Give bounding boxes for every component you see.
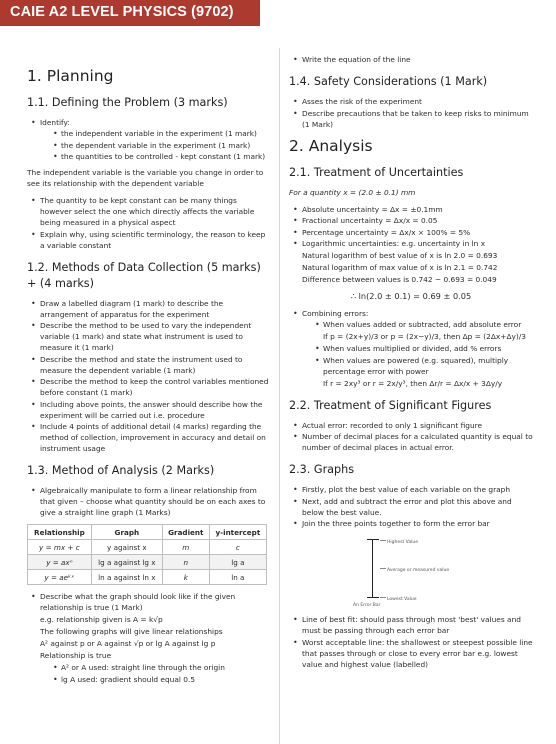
- list-item: • A² or A used: straight line through the origin: [49, 662, 270, 673]
- combining-label: Combining errors:: [302, 309, 369, 318]
- list-item: • Join the three points together to form the error bar: [289, 518, 533, 529]
- independent-variable-paragraph: The independent variable is the variable you change in order to see its relationship with the dependent variable: [27, 168, 264, 188]
- header-title: CAIE A2 LEVEL PHYSICS (9702): [10, 4, 234, 20]
- list-item: • lg A used: gradient should equal 0.5: [49, 674, 270, 685]
- table-header: Gradient: [162, 525, 209, 540]
- table-cell: n: [162, 555, 209, 570]
- defining-bullets: [27, 195, 270, 251]
- defining-heading: 1.1. Defining the Problem (3 marks): [27, 96, 228, 109]
- identify-sublist: [49, 128, 270, 162]
- list-item: • Absolute uncertainty = Δx = ±0.1mm: [289, 204, 533, 215]
- error-bar-line: [372, 539, 373, 597]
- column-divider: [279, 48, 280, 744]
- list-item: • The quantity to be kept constant can be many things however select the one which directly affects the variable being measured in a physical aspect: [27, 195, 270, 228]
- highest-value-label: Highest Value: [387, 540, 419, 545]
- table-cell: m: [162, 540, 209, 555]
- label-pointer: [380, 597, 386, 598]
- following-line: The following graphs will give linear relationships: [40, 627, 223, 636]
- graph-shape-bullets: [27, 591, 270, 685]
- collection-heading: 1.2. Methods of Data Collection (5 marks) + (4 marks): [27, 260, 261, 290]
- list-item: • Explain why, using scientific terminology, the reason to keep a variable constant: [27, 229, 270, 251]
- sigfig-bullets: [289, 420, 533, 454]
- uncertainty-bullets: [289, 204, 533, 286]
- table-row: [28, 570, 267, 585]
- table-cell: lg a against lg x: [91, 555, 162, 570]
- table-cell: c: [209, 540, 266, 555]
- left-column: [27, 60, 270, 685]
- analysis-heading: 2. Analysis: [289, 136, 373, 155]
- table-cell: y = axⁿ: [28, 555, 92, 570]
- table-cell: lg a: [209, 555, 266, 570]
- right-column: [289, 54, 533, 670]
- safety-heading: 1.4. Safety Considerations (1 Mark): [289, 75, 488, 88]
- table-cell: ln a against ln x: [91, 570, 162, 585]
- list-item: • When values are powered (e.g. squared), multiply percentage error with power If r = 2xy³ or r = 2x/y³, then Δr/r = Δx/x + 3Δy/y: [311, 355, 533, 389]
- list-item: • Including above points, the answer should describe how the experiment will be carried out i.e. procedure: [27, 399, 270, 421]
- safety-bullets: [289, 96, 533, 130]
- formula-line: If p = (2x+y)/3 or p = (2x−y)/3, then Δp = (2Δx+Δy)/3: [323, 332, 526, 341]
- list-item: [289, 238, 533, 285]
- log-line: Natural logarithm of best value of x is ln 2.0 = 0.693: [302, 251, 498, 260]
- log-result: ∴ ln(2.0 ± 0.1) = 0.69 ± 0.05: [350, 291, 472, 301]
- error-bar-top-cap: [367, 539, 379, 540]
- quantity-line: For a quantity x = (2.0 ± 0.1) mm: [289, 187, 416, 197]
- planning-heading: 1. Planning: [27, 67, 114, 85]
- line-fit-bullets: [289, 614, 533, 670]
- list-item: • Algebraically manipulate to form a linear relationship from that given – choose what quantity should be on each axes to give a straight line graph (1 Marks): [27, 485, 270, 518]
- page-header: [0, 0, 260, 26]
- list-item: • Number of decimal places for a calculated quantity is equal to number of decimal places in actual error.: [289, 431, 533, 453]
- combining-bullets: [289, 308, 533, 389]
- list-item: • Line of best fit: should pass through most 'best' values and must be passing through each error bar: [289, 614, 533, 636]
- list-item: • Draw a labelled diagram (1 mark) to describe the arrangement of apparatus for the experiment: [27, 298, 270, 320]
- example-line: e.g. relationship given is A = k√p: [40, 615, 163, 624]
- graphs-heading: 2.3. Graphs: [289, 463, 355, 476]
- label-pointer: [380, 568, 386, 569]
- list-item: • Actual error: recorded to only 1 significant figure: [289, 420, 533, 431]
- graphs-line: A² against p or A against √p or lg A against lg p: [40, 639, 216, 648]
- list-item: • Describe the method to keep the control variables mentioned before constant (1 mark): [27, 376, 270, 398]
- analysis-method-heading: 1.3. Method of Analysis (2 Marks): [27, 464, 215, 477]
- list-item: • Firstly, plot the best value of each variable on the graph: [289, 484, 533, 495]
- log-uncertainty-label: Logarithmic uncertainties: e.g. uncertainty in ln x: [302, 239, 486, 248]
- list-item: • Write the equation of the line: [289, 54, 533, 65]
- log-line: Natural logarithm of max value of x is ln 2.1 = 0.742: [302, 263, 498, 272]
- table-cell: y = mx + c: [28, 540, 92, 555]
- list-item: [289, 308, 533, 389]
- list-item: • When values multiplied or divided, add % errors: [311, 343, 533, 354]
- lowest-value-label: Lowest Value: [387, 597, 417, 602]
- list-item: • Worst acceptable line: the shallowest or steepest possible line that passes through or close to every error bar e.g. lowest value and highest value (labelled): [289, 637, 533, 670]
- log-line: Difference between values is 0.742 − 0.693 = 0.049: [302, 275, 497, 284]
- list-item: • Describe the method to be used to vary the independent variable (1 mark) and state what instrument is used to measure it (1 mark): [27, 320, 270, 353]
- table-cell: y = aeᵏˣ: [28, 570, 92, 585]
- list-item: • Include 4 points of additional detail (4 marks) regarding the method of collection, improvement in accuracy and detail on instrument usage: [27, 421, 270, 454]
- list-item: • Asses the risk of the experiment: [289, 96, 533, 107]
- list-item: • Describe the method and state the instrument used to measure the dependent variable (1 mark): [27, 354, 270, 376]
- table-header: Relationship: [28, 525, 92, 540]
- list-item: • When values added or subtracted, add absolute error If p = (2x+y)/3 or p = (2x−y)/3, then Δp = (2Δx+Δy)/3: [311, 319, 533, 342]
- if-true-line: Relationship is true: [40, 651, 112, 660]
- collection-bullets: [27, 298, 270, 455]
- list-item: • the independent variable in the experiment (1 mark): [49, 128, 270, 139]
- table-cell: y against x: [91, 540, 162, 555]
- list-item: • Next, add and subtract the error and plot this above and below the best value.: [289, 496, 533, 518]
- table-row: [28, 555, 267, 570]
- error-bar-diagram: [331, 535, 450, 610]
- sigfig-heading: 2.2. Treatment of Significant Figures: [289, 398, 492, 412]
- list-item: • Fractional uncertainty = Δx/x = 0.05: [289, 215, 533, 226]
- relationship-table: [27, 524, 267, 585]
- identify-list: [27, 117, 270, 162]
- error-bar-caption: An Error Bar: [353, 603, 381, 608]
- label-pointer: [380, 540, 386, 541]
- analysis-method-bullets: [27, 485, 270, 518]
- uncertainties-heading: 2.1. Treatment of Uncertainties: [289, 165, 464, 179]
- table-cell: ln a: [209, 570, 266, 585]
- top-bullets: [289, 54, 533, 65]
- list-item: • the quantities to be controlled - kept constant (1 mark): [49, 151, 270, 162]
- error-bar-bottom-cap: [367, 597, 379, 598]
- graphs-bullets: [289, 484, 533, 529]
- list-item: • Describe precautions that be taken to keep risks to minimum (1 Mark): [289, 108, 533, 130]
- combining-sublist: [311, 319, 533, 389]
- if-true-sublist: [49, 662, 270, 685]
- graph-shape-text: Describe what the graph should look like if the given relationship is true (1 Mark): [40, 592, 236, 612]
- table-row: [28, 540, 267, 555]
- table-header: y-intercept: [209, 525, 266, 540]
- list-item: • Percentage uncertainty = Δx/x × 100% = 5%: [289, 227, 533, 238]
- list-item: [27, 591, 270, 685]
- list-item: • Identify: • the independent variable in the experiment (1 mark) • the dependent variable in the experiment (1 mark) • the quantities to be controlled - kept constant (1 mark): [27, 117, 270, 162]
- formula-line: If r = 2xy³ or r = 2x/y³, then Δr/r = Δx/x + 3Δy/y: [323, 378, 503, 388]
- table-header-row: [28, 525, 267, 540]
- average-value-label: Average or measured value: [387, 568, 450, 573]
- table-header: Graph: [91, 525, 162, 540]
- table-cell: k: [162, 570, 209, 585]
- list-item: • the dependent variable in the experiment (1 mark): [49, 140, 270, 151]
